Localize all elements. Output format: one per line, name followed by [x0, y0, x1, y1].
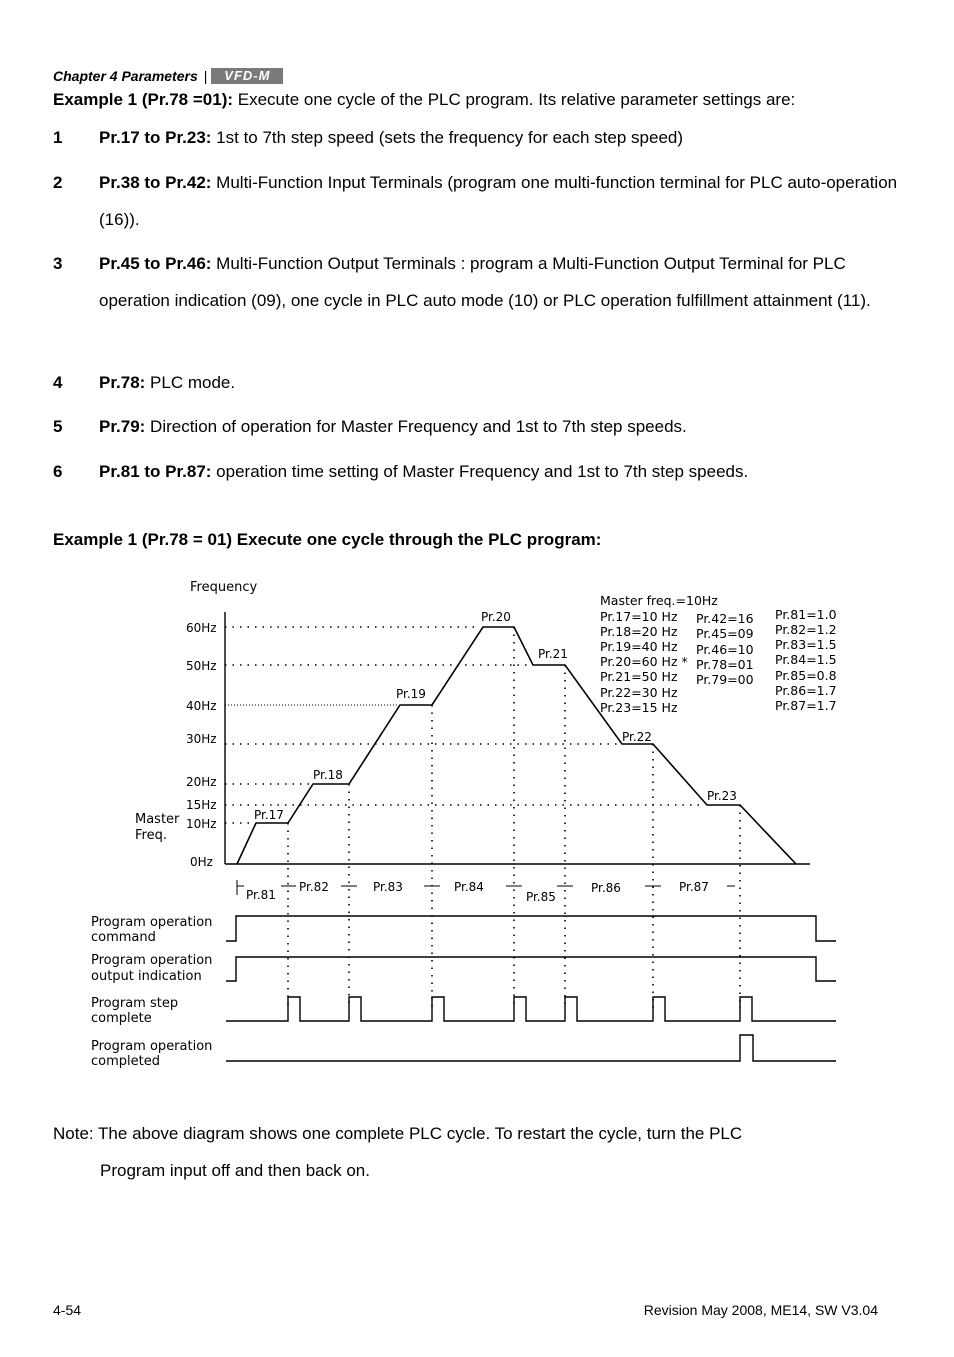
master-freq-label: Master [135, 812, 180, 827]
note-line-2: Program input off and then back on. [100, 1161, 370, 1180]
time-label: Pr.86 [591, 881, 621, 895]
signal-program-operation-completed [226, 1035, 836, 1061]
y-tick: 50Hz [186, 659, 217, 673]
item-param: Pr.79: [99, 417, 146, 436]
setting-text: Pr.21=50 Hz [600, 669, 678, 684]
item-param: Pr.81 to Pr.87: [99, 462, 212, 481]
setting-text: Pr.83=1.5 [775, 637, 837, 652]
setting-text: Pr.22=30 Hz [600, 685, 678, 700]
note-line-1: Note: The above diagram shows one complete PLC cycle. To restart the cycle, turn the PLC [53, 1124, 743, 1143]
item-param: Pr.38 to Pr.42: [99, 173, 212, 192]
item-param: Pr.17 to Pr.23: [99, 128, 212, 147]
setting-text: Pr.78=01 [696, 657, 754, 672]
time-label: Pr.87 [679, 880, 709, 894]
signal-label: completed [91, 1054, 160, 1069]
step-label: Pr.17 [254, 808, 284, 822]
time-label: Pr.81 [246, 888, 276, 902]
item-param: Pr.45 to Pr.46: [99, 254, 212, 273]
item-text: 1st to 7th step speed (sets the frequency for each step speed) [211, 128, 684, 147]
signal-label: Program operation [91, 915, 213, 930]
page-number: 4-54 [53, 1302, 82, 1318]
step-label: Pr.23 [707, 789, 737, 803]
item-text: Direction of operation for Master Frequency and 1st to 7th step speeds. [145, 417, 687, 436]
setting-text: Pr.85=0.8 [775, 668, 837, 683]
step-label: Pr.18 [313, 768, 343, 782]
step-label: Pr.22 [622, 730, 652, 744]
time-label: Pr.82 [299, 880, 329, 894]
y-tick: 0Hz [190, 855, 213, 869]
setting-text: Pr.87=1.7 [775, 698, 837, 713]
y-tick: 10Hz [186, 817, 217, 831]
signal-label: command [91, 930, 156, 945]
setting-text: Pr.45=09 [696, 626, 754, 641]
y-tick: 20Hz [186, 775, 217, 789]
vfd-m-logo: VFD-M [211, 68, 283, 84]
y-tick: 30Hz [186, 732, 217, 746]
chapter-label: Chapter 4 Parameters [53, 68, 198, 84]
setting-text: Pr.17=10 Hz [600, 609, 678, 624]
item-number: 1 [53, 128, 63, 147]
signal-label: Program operation [91, 953, 213, 968]
setting-text: Pr.42=16 [696, 611, 754, 626]
item-number: 4 [53, 373, 63, 392]
setting-text: Pr.20=60 Hz * [600, 654, 688, 669]
setting-text: Pr.19=40 Hz [600, 639, 678, 654]
item-number: 5 [53, 417, 63, 436]
y-tick: 60Hz [186, 621, 217, 635]
setting-text: Pr.84=1.5 [775, 652, 837, 667]
note [53, 1115, 742, 1189]
setting-text: Pr.18=20 Hz [600, 624, 678, 639]
step-label: Pr.21 [538, 647, 568, 661]
setting-text: Pr.46=10 [696, 642, 754, 657]
item-text: Multi-Function Output Terminals : program a Multi-Function Output Terminal for PLC operation indication (09), one cycle in PLC auto mode (10) or PLC operation fulfillment attainment (11). [99, 254, 871, 310]
signal-label: Program step [91, 996, 179, 1011]
item-param: Pr.78: [99, 373, 146, 392]
revision-info: Revision May 2008, ME14, SW V3.04 [643, 1302, 878, 1318]
item-text: PLC mode. [145, 373, 236, 392]
intro-bold: Example 1 (Pr.78 =01): [53, 90, 234, 109]
step-label: Pr.20 [481, 610, 511, 624]
item-text: Multi-Function Input Terminals (program one multi-function terminal for PLC auto-operation (16)). [99, 173, 898, 229]
master-freq-label: Freq. [135, 828, 167, 843]
setting-text: Pr.81=1.0 [775, 607, 837, 622]
time-label: Pr.85 [526, 890, 556, 904]
setting-text: Pr.86=1.7 [775, 683, 837, 698]
time-label: Pr.84 [454, 880, 484, 894]
signal-label: output indication [91, 969, 202, 984]
setting-text: Pr.79=00 [696, 672, 754, 687]
signal-program-step-complete [226, 997, 836, 1021]
y-tick: 40Hz [186, 699, 217, 713]
item-text: operation time setting of Master Frequency and 1st to 7th step speeds. [211, 462, 749, 481]
header-separator: | [203, 68, 208, 84]
signal-label: Program operation [91, 1039, 213, 1054]
signal-label: complete [91, 1011, 152, 1026]
signal-program-output-indication [226, 957, 836, 981]
setting-text: Pr.23=15 Hz [600, 700, 678, 715]
y-tick: 15Hz [186, 798, 217, 812]
setting-text: Master freq.=10Hz [600, 593, 718, 608]
intro-text: Execute one cycle of the PLC program. Its relative parameter settings are: [233, 90, 796, 109]
y-axis-label: Frequency [190, 580, 258, 595]
example-title: Example 1 (Pr.78 = 01) Execute one cycle through the PLC program: [53, 530, 602, 549]
item-number: 3 [53, 254, 63, 273]
setting-text: Pr.82=1.2 [775, 622, 837, 637]
item-number: 6 [53, 462, 63, 481]
time-label: Pr.83 [373, 880, 403, 894]
item-number: 2 [53, 173, 63, 192]
signal-program-operation-command [226, 916, 836, 941]
step-label: Pr.19 [396, 687, 426, 701]
